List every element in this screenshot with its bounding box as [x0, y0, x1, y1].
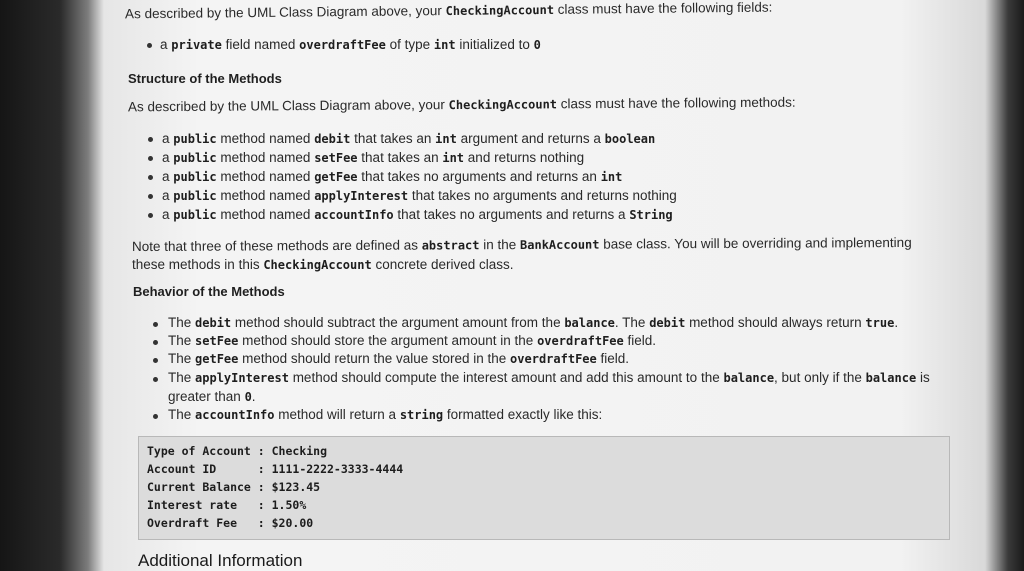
output-row: Overdraft Fee : $20.00 [147, 516, 314, 530]
behavior-bullet-accountinfo: The accountInfo method will return a string formatted exactly like this: [168, 407, 603, 422]
bullet-dot [153, 358, 158, 363]
field-bullet: a private field named overdraftFee of type int initialized to 0 [160, 37, 541, 52]
bullet-dot [148, 175, 153, 180]
bullet-dot [153, 340, 158, 345]
methods-heading: Structure of the Methods [128, 71, 282, 86]
output-row: Current Balance : $123.45 [147, 480, 321, 494]
behavior-heading: Behavior of the Methods [133, 284, 285, 299]
bullet-dot [148, 213, 153, 218]
note-line-1: Note that three of these methods are defined as abstract in the BankAccount base class. You will be overriding and implementing [131, 234, 912, 255]
bullet-dot [153, 377, 158, 382]
method-bullet: a public method named debit that takes an int argument and returns a boolean [162, 131, 656, 146]
output-format-box [138, 436, 950, 540]
behavior-bullet-getfee: The getFee method should return the value stored in the overdraftFee field. [168, 351, 630, 366]
bullet-dot [148, 156, 153, 161]
note-line-2: these methods in this CheckingAccount concrete derived class. [132, 257, 514, 272]
behavior-bullet-applyinterest-cont: greater than 0. [168, 389, 256, 404]
output-row: Account ID : 1111-2222-3333-4444 [147, 462, 404, 476]
output-row: Interest rate : 1.50% [147, 498, 307, 512]
methods-intro-line: As described by the UML Class Diagram above, your CheckingAccount class must have the following methods: [127, 94, 796, 115]
output-row: Type of Account : Checking [147, 444, 328, 458]
bullet-dot [153, 414, 158, 419]
intro-fields-line: As described by the UML Class Diagram above, your CheckingAccount class must have the following fields: [124, 0, 773, 22]
additional-information-heading: Additional Information [138, 551, 303, 570]
method-bullet: a public method named setFee that takes an int and returns nothing [162, 150, 585, 165]
behavior-bullet-setfee: The setFee method should store the argument amount in the overdraftFee field. [168, 333, 657, 348]
bullet-dot [153, 322, 158, 327]
bullet-dot [148, 137, 153, 142]
behavior-bullet-applyinterest: The applyInterest method should compute the interest amount and add this amount to the balance, but only if the balance is [168, 370, 930, 385]
bullet-dot [148, 194, 153, 199]
behavior-bullet-debit: The debit method should subtract the argument amount from the balance. The debit method should always return true. [168, 315, 899, 330]
method-bullet: a public method named applyInterest that takes no arguments and returns nothing [162, 188, 677, 203]
method-bullet: a public method named accountInfo that takes no arguments and returns a String [162, 207, 673, 222]
method-bullet: a public method named getFee that takes no arguments and returns an int [162, 169, 623, 184]
bullet-dot [147, 43, 152, 48]
